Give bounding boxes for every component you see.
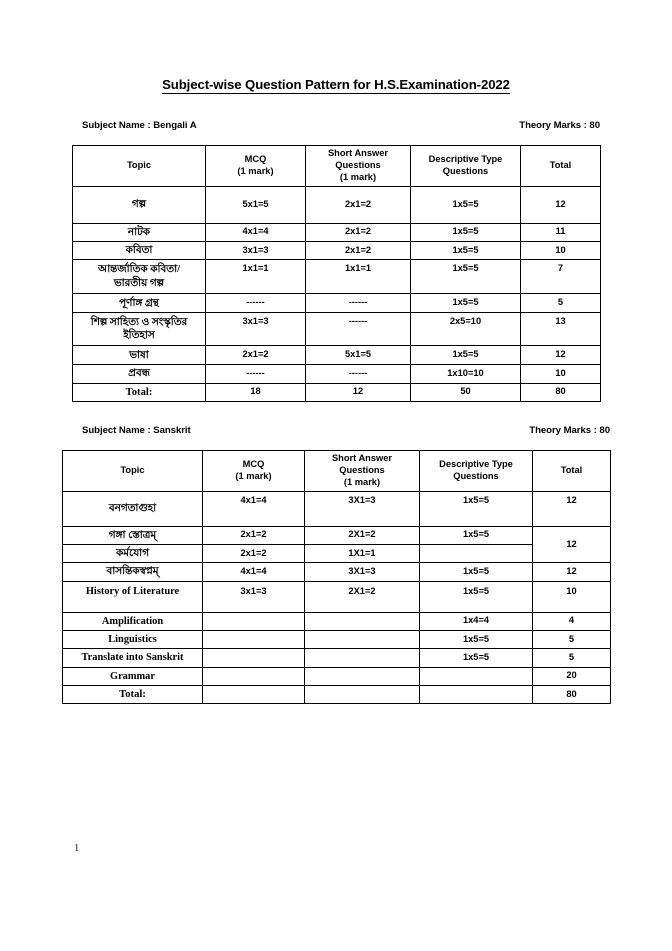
cell-mcq (203, 612, 305, 630)
cell-descriptive: 2x5=10 (411, 313, 521, 346)
cell-topic-line1: শিল্প সাহিত্য ও সংস্কৃতির (90, 316, 188, 328)
cell-topic (73, 260, 206, 294)
table-total-row (63, 685, 611, 704)
page-title (0, 77, 672, 92)
page-title-text: Subject-wise Question Pattern for H.S.Examination-2022 (162, 77, 510, 92)
cell-descriptive: 1x5=5 (420, 563, 533, 581)
cell-short-answer: ------ (306, 365, 411, 383)
cell-topic: নাটক (73, 223, 206, 241)
column-header-mcq-label: MCQ (244, 153, 267, 164)
table-row (63, 630, 611, 648)
theory-marks-sanskrit: Theory Marks : 80 (529, 425, 610, 436)
cell-topic: কর্মযোগ (63, 544, 203, 562)
column-header-total: Total (533, 451, 611, 492)
column-header-topic: Topic (73, 146, 206, 187)
column-header-short-answer (305, 451, 420, 492)
cell-short-answer (305, 649, 420, 667)
cell-mcq: 5x1=5 (206, 186, 306, 223)
cell-total-descriptive: 50 (411, 383, 521, 402)
column-header-short-answer (306, 146, 411, 187)
cell-topic: কবিতা (73, 241, 206, 259)
cell-total-short-answer: 12 (306, 383, 411, 402)
column-header-mcq-sublabel: (1 mark) (235, 470, 272, 481)
cell-descriptive: 1x5=5 (411, 346, 521, 365)
column-header-short-answer-line1: Short Answer (327, 148, 389, 158)
table-header-row (63, 451, 611, 492)
cell-mcq: 3x1=3 (206, 241, 306, 259)
subject-header-bengali (82, 120, 600, 133)
cell-mcq: 2x1=2 (206, 346, 306, 365)
cell-short-answer: 2x1=2 (306, 223, 411, 241)
cell-topic: গঙ্গা স্তোত্রম্ (63, 526, 203, 544)
table-row (73, 346, 601, 365)
table-row (73, 294, 601, 313)
cell-total-total: 80 (521, 383, 601, 402)
cell-topic-line1: আন্তর্জাতিক কবিতা/ (98, 264, 180, 276)
cell-mcq: ------ (206, 365, 306, 383)
table-row (63, 491, 611, 526)
cell-topic: বাসন্তিকস্বপ্নম্ (63, 563, 203, 581)
column-header-topic: Topic (63, 451, 203, 492)
cell-mcq: 1x1=1 (206, 260, 306, 294)
table-row (63, 563, 611, 581)
cell-descriptive: 1x5=5 (420, 526, 533, 544)
theory-marks-bengali: Theory Marks : 80 (519, 120, 600, 131)
cell-topic: Linguistics (63, 630, 203, 648)
cell-short-answer: 3X1=3 (305, 491, 420, 526)
cell-short-answer: ------ (306, 294, 411, 313)
table-row (73, 365, 601, 383)
column-header-short-answer-line2: Questions (339, 464, 385, 475)
cell-topic: বনগতাগুহা (63, 491, 203, 526)
table-row (63, 526, 611, 544)
column-header-short-answer-sublabel: (1 mark) (343, 476, 381, 487)
cell-total: 7 (521, 260, 601, 294)
cell-total: 10 (521, 365, 601, 383)
cell-total: 12 (533, 491, 611, 526)
cell-short-answer: 5x1=5 (306, 346, 411, 365)
column-header-descriptive (411, 146, 521, 187)
cell-mcq: 4x1=4 (206, 223, 306, 241)
cell-topic: History of Literature (63, 581, 203, 612)
cell-descriptive: 1x5=5 (420, 581, 533, 612)
cell-mcq (203, 649, 305, 667)
cell-topic: পূর্ণাঙ্গ গ্রন্থ (73, 294, 206, 313)
page-number: 1 (74, 843, 80, 854)
cell-mcq: 2x1=2 (203, 526, 305, 544)
cell-topic: ভাষা (73, 346, 206, 365)
column-header-mcq (203, 451, 305, 492)
column-header-short-answer-line1: Short Answer (331, 453, 393, 463)
cell-total: 5 (521, 294, 601, 313)
cell-topic: Translate into Sanskrit (63, 649, 203, 667)
cell-total: 12 (521, 346, 601, 365)
column-header-descriptive-line2: Questions (442, 165, 489, 176)
cell-descriptive: 1x5=5 (420, 491, 533, 526)
cell-total: 13 (521, 313, 601, 346)
cell-total-descriptive (420, 685, 533, 704)
question-pattern-table-bengali (72, 145, 601, 402)
subject-name-sanskrit: Subject Name : Sanskrit (82, 425, 191, 436)
cell-short-answer: 2X1=2 (305, 526, 420, 544)
cell-short-answer: 3X1=3 (305, 563, 420, 581)
column-header-short-answer-sublabel: (1 mark) (339, 171, 377, 182)
column-header-descriptive-line1: Descriptive Type (439, 458, 513, 469)
cell-short-answer: 2x1=2 (306, 241, 411, 259)
cell-total: 12 (533, 526, 611, 563)
column-header-descriptive-line1: Descriptive Type (428, 153, 503, 164)
cell-total: 20 (533, 667, 611, 685)
table-row (73, 186, 601, 223)
cell-total: 5 (533, 630, 611, 648)
cell-mcq: 4x1=4 (203, 491, 305, 526)
table-row (63, 581, 611, 612)
cell-total: 12 (521, 186, 601, 223)
question-pattern-table-sanskrit (62, 450, 611, 704)
column-header-mcq-sublabel: (1 mark) (237, 165, 274, 176)
column-header-descriptive (420, 451, 533, 492)
cell-total-mcq: 18 (206, 383, 306, 402)
subject-header-sanskrit (82, 425, 610, 438)
cell-descriptive: 1x5=5 (420, 630, 533, 648)
cell-descriptive: 1x5=5 (420, 649, 533, 667)
cell-total: 10 (533, 581, 611, 612)
cell-short-answer (305, 630, 420, 648)
cell-total: 4 (533, 612, 611, 630)
cell-topic: গল্প (73, 186, 206, 223)
column-header-mcq (206, 146, 306, 187)
table-row (73, 313, 601, 346)
cell-descriptive (420, 667, 533, 685)
table-row (63, 612, 611, 630)
cell-total-total: 80 (533, 685, 611, 704)
cell-descriptive: 1x5=5 (411, 260, 521, 294)
cell-mcq: ------ (206, 294, 306, 313)
table-header-row (73, 146, 601, 187)
column-header-short-answer-line2: Questions (335, 159, 381, 170)
cell-topic: Amplification (63, 612, 203, 630)
cell-total: 11 (521, 223, 601, 241)
cell-topic: Grammar (63, 667, 203, 685)
cell-mcq: 2x1=2 (203, 544, 305, 562)
column-header-descriptive-line2: Questions (453, 470, 499, 481)
cell-topic-line2: ইতিহাস (123, 330, 155, 342)
cell-mcq: 3x1=3 (203, 581, 305, 612)
cell-short-answer: 1x1=1 (306, 260, 411, 294)
table-row (73, 260, 601, 294)
table-row (63, 649, 611, 667)
cell-topic (73, 313, 206, 346)
cell-descriptive: 1x10=10 (411, 365, 521, 383)
table-row (63, 544, 611, 562)
cell-mcq (203, 667, 305, 685)
cell-descriptive: 1x5=5 (411, 294, 521, 313)
subject-name-bengali: Subject Name : Bengali A (82, 120, 197, 131)
column-header-mcq-label: MCQ (242, 458, 265, 469)
cell-descriptive: 1x5=5 (411, 186, 521, 223)
cell-topic: প্রবন্ধ (73, 365, 206, 383)
cell-mcq: 3x1=3 (206, 313, 306, 346)
table-row (73, 223, 601, 241)
cell-short-answer: 2X1=2 (305, 581, 420, 612)
cell-mcq (203, 630, 305, 648)
cell-total-label: Total: (63, 685, 203, 704)
cell-total: 10 (521, 241, 601, 259)
cell-total-short-answer (305, 685, 420, 704)
cell-total: 5 (533, 649, 611, 667)
column-header-total: Total (521, 146, 601, 187)
cell-topic-line2: ভারতীয় গল্প (113, 277, 165, 289)
cell-short-answer: 1X1=1 (305, 544, 420, 562)
cell-descriptive: 1x5=5 (411, 223, 521, 241)
cell-mcq: 4x1=4 (203, 563, 305, 581)
cell-short-answer (305, 612, 420, 630)
table-row (73, 241, 601, 259)
cell-descriptive (420, 544, 533, 562)
table-row (63, 667, 611, 685)
cell-total-label: Total: (73, 383, 206, 402)
cell-short-answer: ------ (306, 313, 411, 346)
cell-total-mcq (203, 685, 305, 704)
table-total-row (73, 383, 601, 402)
cell-short-answer: 2x1=2 (306, 186, 411, 223)
cell-total: 12 (533, 563, 611, 581)
cell-descriptive: 1x5=5 (411, 241, 521, 259)
cell-short-answer (305, 667, 420, 685)
cell-descriptive: 1x4=4 (420, 612, 533, 630)
